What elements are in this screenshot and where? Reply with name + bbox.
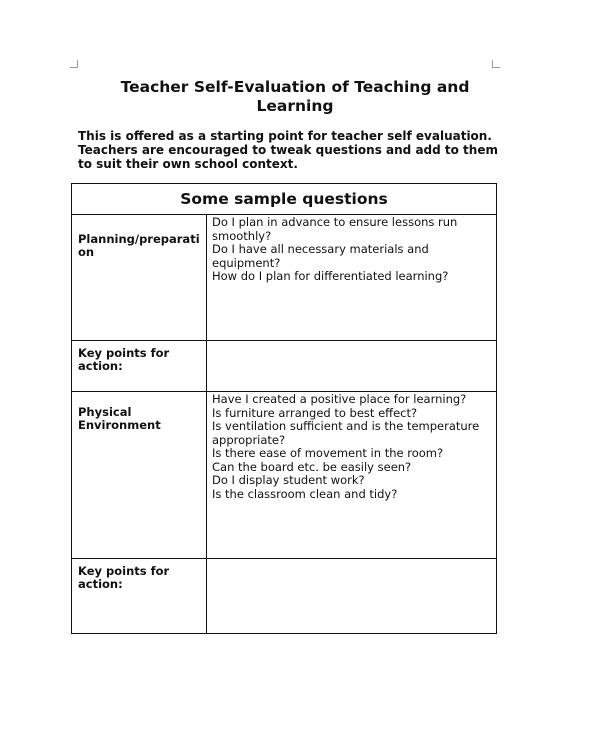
planning-label-line-1: Planning/preparati	[78, 232, 200, 246]
document-title	[90, 78, 500, 116]
physical-question: Do I display student work?	[212, 473, 365, 487]
physical-label-line-1: Physical	[78, 405, 132, 419]
physical-question: Is there ease of movement in the room?	[212, 446, 444, 460]
title-line-1: Teacher Self-Evaluation of Teaching and	[120, 78, 470, 96]
table-header: Some sample questions	[72, 184, 497, 215]
physical-question: appropriate?	[212, 432, 286, 447]
physical-label-line-2: Environment	[78, 418, 161, 432]
key-points-label-cell-1	[72, 341, 207, 392]
planning-question: Do I have all necessary materials and	[212, 242, 429, 256]
crop-mark-top-left	[70, 60, 78, 68]
evaluation-table	[71, 183, 497, 634]
key-points-label-line-1: Key points for	[78, 564, 170, 578]
key-points-label-line-2: action:	[78, 359, 123, 373]
physical-row	[72, 392, 497, 559]
intro-paragraph	[78, 129, 518, 171]
key-points-answer-cell-1[interactable]	[207, 341, 497, 392]
intro-line-1: This is offered as a starting point for teacher self evaluation.	[78, 129, 492, 143]
intro-line-2: Teachers are encouraged to tweak questions and add to them	[78, 143, 498, 157]
physical-questions-cell	[207, 392, 497, 559]
planning-question: Do I plan in advance to ensure lessons run	[212, 215, 458, 229]
key-points-label-line-2: action:	[78, 577, 123, 591]
key-points-label-cell-2	[72, 559, 207, 634]
key-points-label-line-1: Key points for	[78, 346, 170, 360]
physical-label-cell	[72, 392, 207, 559]
crop-mark-top-right	[492, 60, 500, 68]
key-points-answer-cell-2[interactable]	[207, 559, 497, 634]
physical-question: Have I created a positive place for learning?	[212, 392, 467, 406]
planning-question: smoothly?	[212, 228, 272, 243]
planning-row	[72, 215, 497, 341]
key-points-row-1	[72, 341, 497, 392]
planning-question: How do I plan for differentiated learning?	[212, 269, 449, 283]
planning-questions-cell	[207, 215, 497, 341]
physical-question: Is the classroom clean and tidy?	[212, 486, 398, 501]
planning-label-cell	[72, 215, 207, 341]
planning-label-line-2: on	[78, 245, 95, 259]
key-points-row-2	[72, 559, 497, 634]
physical-question: Is furniture arranged to best effect?	[212, 405, 418, 420]
physical-question: Can the board etc. be easily seen?	[212, 459, 412, 474]
table-header-row	[72, 184, 497, 215]
physical-question: Is ventilation sufficient and is the temperature	[212, 419, 480, 433]
title-line-2: Learning	[256, 97, 334, 115]
intro-line-3: to suit their own school context.	[78, 157, 298, 171]
planning-question: equipment?	[212, 255, 281, 270]
